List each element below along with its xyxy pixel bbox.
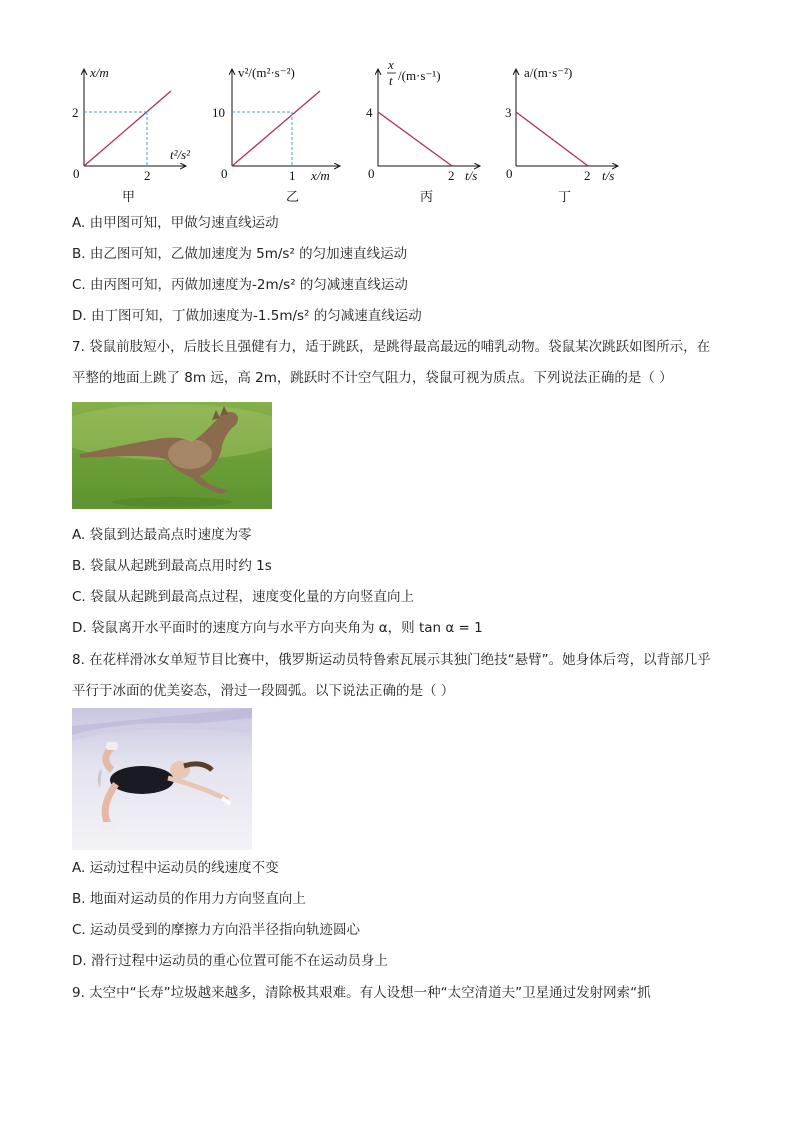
data-line (84, 91, 171, 166)
q7-option-d[interactable]: D. 袋鼠离开水平面时的速度方向与水平方向夹角为 α，则 tan α = 1 (72, 620, 483, 636)
kangaroo-image (72, 402, 272, 509)
graph-name: 乙 (286, 189, 300, 204)
origin-label: 0 (506, 166, 513, 181)
y-axis-label: x/m (90, 65, 109, 80)
x-tick: 2 (144, 168, 151, 183)
skater-image (72, 708, 252, 850)
q8-stem: 8. 在花样滑冰女单短节目比赛中，俄罗斯运动员特鲁索瓦展示其独门绝技“悬臂”。她身体后弯，以背部几乎平行于冰面的优美姿态，滑过一段圆弧。以下说法正确的是（ ） (72, 652, 711, 699)
graph-ding (500, 55, 640, 209)
graph-name: 丁 (558, 189, 572, 204)
y-tick: 2 (72, 105, 79, 120)
graph-name: 甲 (122, 189, 136, 204)
x-tick: 1 (289, 168, 296, 183)
graph-jia-svg (60, 55, 200, 205)
graph-yi-svg (208, 55, 358, 205)
x-tick: 2 (584, 168, 591, 183)
q7-option-c[interactable]: C. 袋鼠从起跳到最高点过程，速度变化量的方向竖直向上 (72, 589, 415, 605)
q9-stem: 9. 太空中“长寿”垃圾越来越多，清除极其艰难。有人设想一种“太空清道夫”卫星通过发射网索“抓 (72, 985, 651, 1001)
q8-option-c[interactable]: C. 运动员受到的摩擦力方向沿半径指向轨迹圆心 (72, 922, 361, 938)
q8-option-d[interactable]: D. 滑行过程中运动员的重心位置可能不在运动员身上 (72, 953, 388, 969)
origin-label: 0 (73, 166, 80, 181)
origin-label: 0 (221, 166, 228, 181)
q6-option-d[interactable]: D. 由丁图可知，丁做加速度为-1.5m/s² 的匀减速直线运动 (72, 308, 422, 324)
y-axis-label: v²/(m²·s⁻²) (238, 65, 295, 80)
graph-bing-svg (360, 55, 500, 205)
y-tick: 3 (505, 105, 512, 120)
graph-jia (60, 55, 200, 209)
q7-option-a[interactable]: A. 袋鼠到达最高点时速度为零 (72, 527, 252, 543)
x-axis-label: x/m (311, 168, 330, 183)
q6-option-c[interactable]: C. 由丙图可知，丙做加速度为-2m/s² 的匀减速直线运动 (72, 277, 408, 293)
graph-bing (360, 55, 500, 209)
origin-label: 0 (368, 166, 375, 181)
q7-option-b[interactable]: B. 袋鼠从起跳到最高点用时约 1s (72, 558, 272, 574)
x-tick: 2 (448, 168, 455, 183)
q6-option-a[interactable]: A. 由甲图可知，甲做匀速直线运动 (72, 215, 279, 231)
graph-yi (208, 55, 358, 209)
data-line (516, 112, 588, 166)
q8-option-b[interactable]: B. 地面对运动员的作用力方向竖直向上 (72, 891, 306, 907)
q6-option-b[interactable]: B. 由乙图可知，乙做加速度为 5m/s² 的匀加速直线运动 (72, 246, 408, 262)
data-line (232, 91, 320, 166)
kangaroo-photo (72, 402, 272, 509)
skater-photo (72, 708, 252, 850)
x-axis-label: t²/s² (170, 147, 191, 162)
q8-option-a[interactable]: A. 运动过程中运动员的线速度不变 (72, 860, 279, 876)
y-tick: 10 (212, 105, 225, 120)
q7-stem: 7. 袋鼠前肢短小，后肢长且强健有力，适于跳跃，是跳得最高最远的哺乳动物。袋鼠某次跳跃如图所示，在平整的地面上跳了 8m 远，高 2m，跳跃时不计空气阻力，袋鼠可视为质点。下列说法正确的是（ ） (72, 339, 711, 386)
x-axis-label: t/s (465, 168, 478, 183)
y-axis-label-den: t (389, 73, 393, 88)
y-axis-label: a/(m·s⁻²) (524, 65, 573, 80)
data-line (378, 112, 452, 166)
y-tick: 4 (366, 105, 373, 120)
graph-name: 丙 (420, 189, 434, 204)
y-axis-label: /(m·s⁻¹) (398, 68, 441, 83)
graph-ding-svg (500, 55, 640, 205)
x-axis-label: t/s (602, 168, 615, 183)
y-axis-label-num: x (388, 57, 394, 72)
